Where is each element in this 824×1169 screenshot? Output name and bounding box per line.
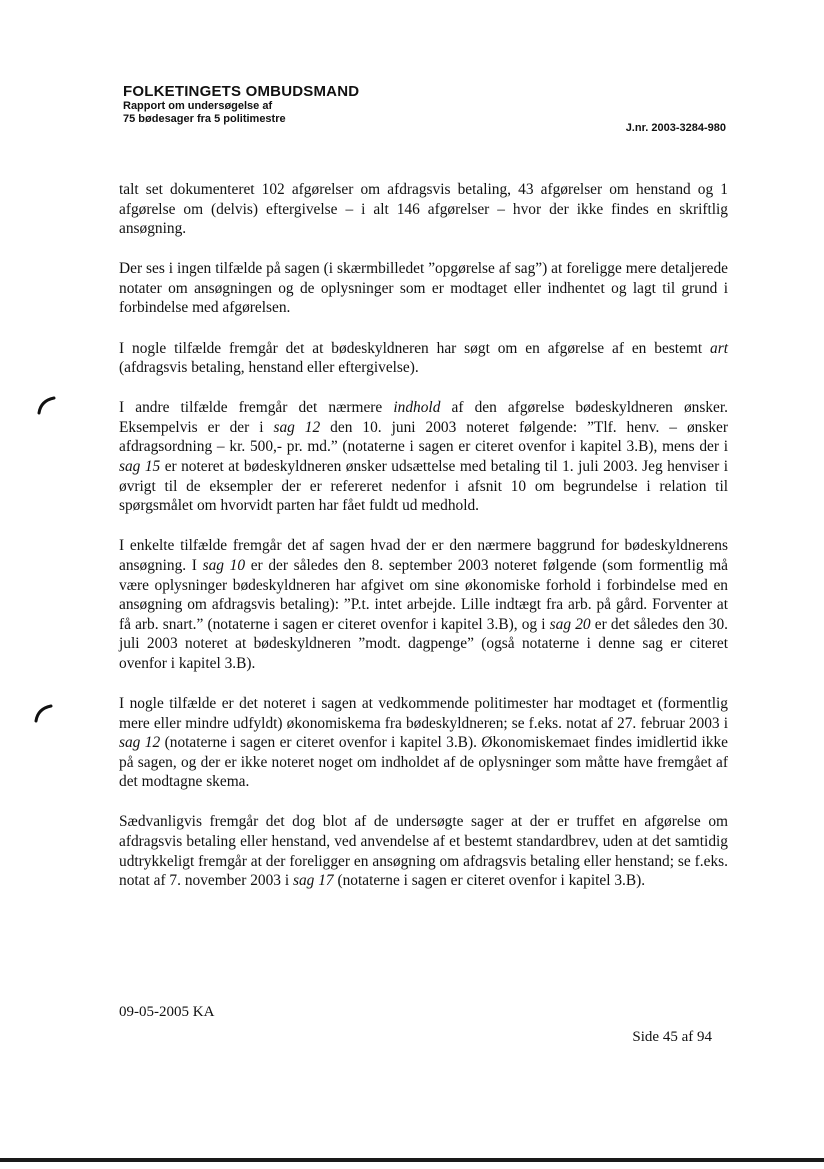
text-run: den 10. juni 2003 noteret følgende: ”Tlf. henv. – ønsker afdragsordning – kr. 500,- pr. md.” (notaterne i sagen er citeret ovenfor i kapitel 3.B), mens der i (119, 418, 728, 456)
text-run: I nogle tilfælde er det noteret i sagen at vedkommende politimester har modtaget et (formentlig mere eller mindre udfyldt) økonomiskema fra bødeskyldneren; se f.eks. notat af 27. februar 2003 i (119, 694, 728, 732)
italic-text: sag 10 (202, 556, 246, 574)
paragraph-3 (119, 339, 728, 378)
text-run: Sædvanligvis fremgår det dog blot af de undersøgte sager at der er truffet en afgørelse om afdragsvis betaling eller henstand, ved anvendelse af et bestemt standardbrev, uden at det samtidig udtrykkeligt fremgår at der foreligger en ansøgning om afdragsvis betaling eller henstand; se f.eks. notat af 7. november 2003 i (119, 813, 728, 890)
journal-number: J.nr. 2003-3284-980 (625, 122, 726, 134)
paragraph-7 (119, 812, 728, 890)
text-run: I enkelte tilfælde fremgår det af sagen hvad der er den nærmere baggrund for bødeskyldnerens ansøgning. I (119, 537, 728, 574)
paragraph-4 (119, 398, 728, 516)
text-run: (notaterne i sagen er citeret ovenfor i kapitel 3.B). (333, 872, 646, 890)
text-run: er noteret at bødeskyldneren ønsker udsættelse med betaling til 1. juli 2003. Jeg henviser i øvrigt til de eksempler der er refereret nedenfor i afsnit 10 om begrundelse i relation til spørgsmålet om hvorvidt parten har fået fuldt ud medhold. (119, 458, 728, 515)
italic-text: sag 12 (273, 418, 321, 436)
bottom-rule (0, 1158, 824, 1162)
text-run: talt set dokumenteret 102 afgørelser om afdragsvis betaling, 43 afgørelser om henstand og 1 afgørelse om (delvis) eftergivelse – i alt 146 afgørelser – hvor der ikke findes en skriftlig ansøgning. (119, 181, 728, 238)
italic-text: sag 15 (119, 458, 161, 476)
report-title-line-2: 75 bødesager fra 5 politimestre (123, 112, 286, 125)
document-header (123, 83, 359, 125)
paragraph-5 (119, 536, 728, 673)
italic-text: sag 17 (292, 872, 334, 890)
text-run: (afdragsvis betaling, henstand eller eftergivelse). (119, 359, 419, 377)
italic-text: sag 20 (549, 615, 591, 633)
paragraph-2 (119, 259, 728, 318)
report-title-line-1: Rapport om undersøgelse af (123, 100, 273, 112)
italic-text: sag 12 (119, 734, 161, 752)
paragraph-1 (119, 180, 728, 239)
text-run: er der således den 8. september 2003 noteret følgende (som formentlig må være oplysninger bødeskyldneren har afgivet om sine økonomiske forhold i forbindelse med en ansøgning om afdragsvis betaling): ”P.t. intet arbejde. Lille indtægt fra arb. på gård. Forventer at få arb. snart.” (notaterne i sagen er citeret ovenfor i kapitel 3.B), og i (119, 556, 729, 633)
document-body (119, 180, 728, 911)
text-run: I nogle tilfælde fremgår det at bødeskyldneren har søgt om en afgørelse af en bestemt (119, 339, 711, 357)
italic-text: art (710, 339, 728, 357)
paragraph-6 (119, 694, 728, 792)
margin-bracket-mark-icon (36, 395, 56, 415)
text-run: Der ses i ingen tilfælde på sagen (i skærmbilledet ”opgørelse af sag”) at foreligge mere detaljerede notater om ansøgningen og de oplysninger som er modtaget eller indhentet og lagt til grund i forbindelse med afgørelsen. (119, 260, 728, 317)
italic-text: indhold (393, 399, 441, 417)
text-run: er det således den 30. juli 2003 noteret at bødeskyldneren ”modt. dagpenge” (også notaterne i denne sag er citeret ovenfor i kapitel 3.B). (119, 615, 728, 672)
page-number: Side 45 af 94 (632, 1029, 712, 1045)
footer-date-initials: 09-05-2005 KA (119, 1004, 215, 1020)
margin-bracket-mark-icon (33, 703, 53, 723)
text-run: I andre tilfælde fremgår det nærmere (119, 399, 394, 417)
text-run: af den afgørelse bødeskyldneren ønsker. Eksempelvis er der i (119, 399, 729, 436)
text-run: (notaterne i sagen er citeret ovenfor i kapitel 3.B). Økonomiskemaet findes imidlertid ikke på sagen, og der er ikke noteret noget om indholdet af de oplysninger som måtte have fremgået af det modtagne skema. (119, 734, 728, 791)
organization-name: FOLKETINGETS OMBUDSMAND (123, 83, 360, 100)
